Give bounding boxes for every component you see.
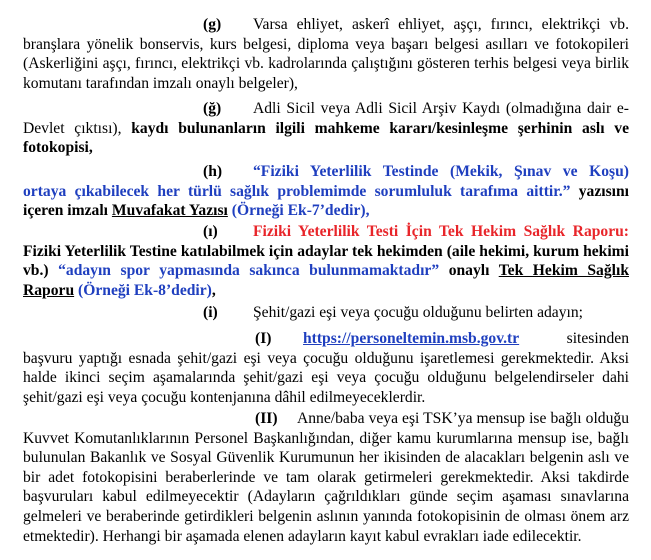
item-g-label: (g) (203, 16, 222, 33)
item-g (23, 15, 629, 93)
item-i-ref: (Örneği Ek-8’dedir) (78, 281, 212, 299)
item-h-quote: “Fiziki Yeterlilik Testinde (Mekik, Şınav ve Koşu) ortaya çıkabilecek her türlü sağlık problemimde sorumluluk tarafıma aittir.” (23, 163, 629, 200)
item-i2-text: Şehit/gazi eşi veya çocuğu olduğunu belirten adayın; (253, 304, 583, 321)
item-II-text: Anne/baba veya eşi TSK’ya mensup ise bağlı olduğu Kuvvet Komutanlıklarının Personel Başkanlığından, diğer kamu kurumlarına mensup ise, bağlı bulunulan Bakanlık ve Sosyal Güvenlik Kurumunun her ikisinden de alacakları belgenin aslı ve bir adet fotokopisini beraberlerinde ve tam olarak getirmeleri gerekmektedir. Aksi takdirde başvuruları kabul edilmeyecektir (Adayların çağrıldıkları günde seçim aşaması sınavlarına gelmeleri ve beraberinde getirdikleri belgenin aslının yanında fotokopisinin de olması önem arz etmektedir). Herhangi bir aşamada elenen adayların kayıt kabul evrakları iade edilecektir. (23, 410, 629, 545)
item-i-quote: “adayın spor yapmasında sakınca bulunmamaktadır” (58, 262, 440, 280)
item-i-label: (ı) (203, 223, 218, 240)
item-g2 (23, 99, 629, 158)
personeltemin-link[interactable]: https://personeltemin.msb.gov.tr (303, 330, 520, 347)
item-i-title: Fiziki Yeterlilik Testi İçin Tek Hekim Sağlık Raporu: (253, 223, 629, 240)
item-h-ref: (Örneği Ek-7’dedir), (231, 202, 370, 220)
item-I-label: (I) (255, 330, 272, 347)
item-II (23, 409, 629, 546)
item-h (23, 162, 629, 221)
item-h-label: (h) (203, 163, 223, 180)
item-i2-label: (i) (203, 304, 218, 321)
item-i-text1: Fiziki Yeterlilik Testine katılabilmek için adaylar tek hekimden (aile hekimi, kurum hekimi vb.) (23, 242, 629, 280)
item-I (23, 329, 629, 407)
item-i-text2: onaylı (448, 262, 490, 280)
item-h-document: Muvafakat Yazısı (111, 202, 228, 220)
item-II-label: (II) (255, 410, 278, 427)
item-g2-bold-text: kaydı bulunanların ilgili mahkeme kararı/kesinleşme şerhinin aslı ve fotokopisi, (23, 119, 630, 157)
item-i2 (23, 303, 629, 323)
item-h-mid: yazısını içeren imzalı (23, 182, 629, 220)
item-i-document: Tek Hekim Sağlık Raporu (23, 262, 629, 299)
item-I-text: sitesinden başvuru yaptığı esnada şehit/gazi eşi veya çocuğu olduğunu işaretlemesi gerekmektedir. Aksi halde ikinci seçim aşamalarında şehit/gazi eşi veya çocuğu olduğunu belgelendirseler dahi şehit/gazi eşi veya çocuğu kontenjanına dâhil edilmeyeceklerdir. (23, 330, 629, 406)
item-i (23, 222, 629, 300)
item-g2-text: Adli Sicil veya Adli Sicil Arşiv Kaydı (olmadığına dair e-Devlet çıktısı), (23, 100, 629, 137)
item-i-end: , (211, 281, 216, 299)
item-g-text: Varsa ehliyet, askerî ehliyet, aşçı, fırıncı, elektrikçi vb. branşlara yönelik bonservis, kurs belgesi, diploma veya başarı belgesi asılları ve fotokopileri (Askerliğini aşçı, fırıncı, elektrikçi vb. kadrolarında çalıştığını gösteren terhis belgesi veya birlik komutanı tarafından imzalı onaylı belgeler), (23, 16, 629, 92)
item-g2-label: (ğ) (203, 100, 222, 117)
